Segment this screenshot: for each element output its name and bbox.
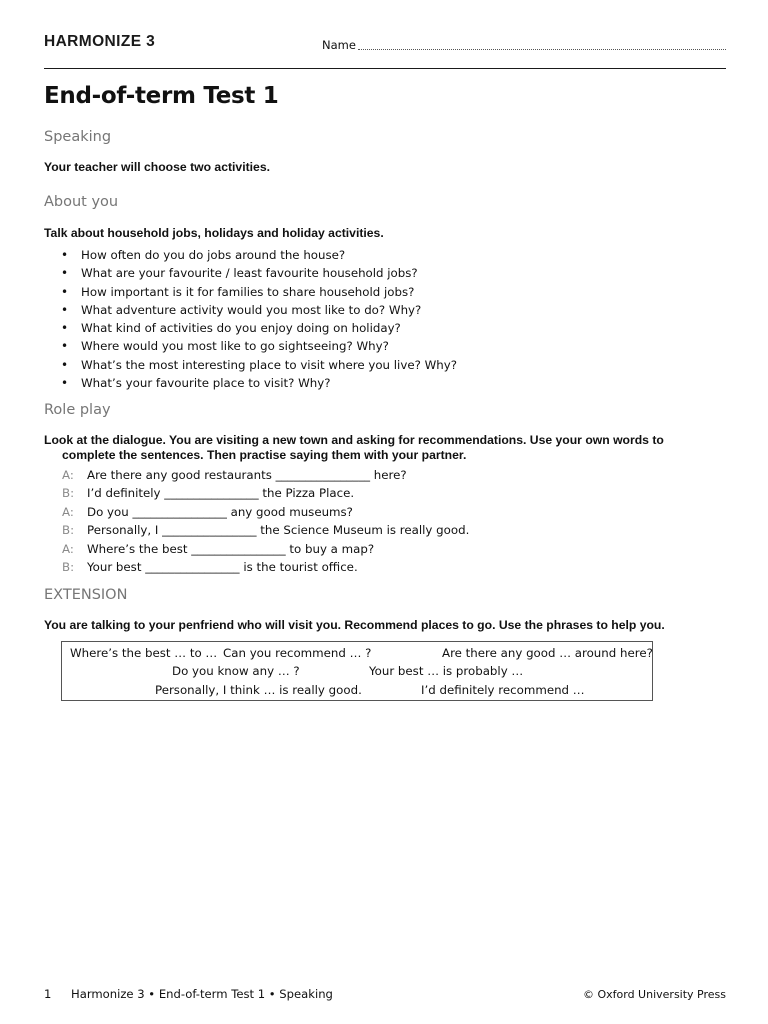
dialogue-list: [62, 466, 469, 576]
dialogue-line: [62, 521, 469, 539]
speaking-instruction: Your teacher will choose two activities.: [44, 160, 270, 174]
about-you-heading: About you: [44, 194, 119, 210]
role-play-instruction-line-2: complete the sentences. Then practise saying them with your partner.: [62, 447, 467, 462]
list-item: • What’s the most interesting place to visit where you live? Why?: [58, 356, 457, 374]
footer-left: [44, 987, 333, 1001]
speaker-label: B:: [62, 523, 75, 538]
dialogue-text: Personally, I ________________ the Science Museum is really good.: [87, 523, 470, 538]
list-item: • What adventure activity would you most like to do? Why?: [58, 301, 457, 319]
page-title: End-of-term Test 1: [44, 83, 279, 109]
role-play-instruction: [44, 433, 726, 462]
speaker-label: B:: [62, 559, 75, 574]
list-item: • Where would you most like to go sightseeing? Why?: [58, 337, 457, 355]
dialogue-line: [62, 540, 469, 558]
dialogue-line: [62, 466, 469, 484]
speaking-heading: Speaking: [44, 129, 112, 145]
speaker-label: A:: [62, 541, 74, 556]
list-item: • How important is it for families to share household jobs?: [58, 283, 457, 301]
page-number: 1: [44, 987, 52, 1001]
dialogue-line: [62, 484, 469, 502]
role-play-instruction-line-1: Look at the dialogue. You are visiting a new town and asking for recommendations. Use your own words to: [44, 433, 664, 447]
dialogue-line: [62, 558, 469, 576]
dialogue-text: I’d definitely ________________ the Pizza Place.: [87, 486, 355, 501]
role-play-heading: Role play: [44, 402, 111, 418]
phrase: Where’s the best … to …: [70, 646, 218, 660]
extension-heading: EXTENSION: [44, 587, 128, 603]
phrase-box: [61, 641, 653, 701]
dialogue-text: Where’s the best ________________ to buy a map?: [87, 541, 375, 556]
phrase: I’d definitely recommend …: [421, 683, 585, 697]
name-label: Name: [322, 38, 356, 52]
brand-logo: HARMONIZE 3: [44, 33, 156, 50]
dialogue-text: Are there any good restaurants ________________ here?: [87, 468, 407, 482]
extension-instruction: You are talking to your penfriend who will visit you. Recommend places to go. Use the phrases to help you.: [44, 618, 665, 632]
phrase: Your best … is probably …: [369, 664, 524, 678]
about-you-instruction: Talk about household jobs, holidays and holiday activities.: [44, 226, 384, 240]
phrase: Personally, I think … is really good.: [155, 683, 362, 697]
footer-title: Harmonize 3 • End-of-term Test 1 • Speaking: [71, 987, 333, 1001]
worksheet-page: [44, 0, 726, 1024]
header-divider: [44, 68, 726, 69]
bullet-icon: •: [61, 339, 69, 354]
phrase: Do you know any … ?: [172, 664, 300, 678]
list-item: • How often do you do jobs around the house?: [58, 246, 457, 264]
name-dotted-line: [358, 48, 726, 50]
dialogue-line: [62, 503, 469, 521]
dialogue-text: Do you ________________ any good museums?: [87, 504, 353, 519]
bullet-icon: •: [61, 266, 69, 281]
list-item: • What’s your favourite place to visit? Why?: [58, 374, 457, 392]
bullet-icon: •: [61, 284, 69, 299]
speaker-label: B:: [62, 486, 75, 501]
question-list: [58, 246, 457, 392]
speaker-label: A:: [62, 504, 74, 519]
list-item: • What kind of activities do you enjoy doing on holiday?: [58, 319, 457, 337]
phrase: Are there any good … around here?: [442, 646, 653, 660]
phrase: Can you recommend … ?: [223, 646, 372, 660]
bullet-icon: •: [61, 302, 69, 317]
bullet-icon: •: [61, 248, 69, 262]
bullet-icon: •: [61, 376, 69, 391]
dialogue-text: Your best ________________ is the tourist office.: [87, 559, 358, 574]
name-field: [322, 36, 726, 52]
copyright: © Oxford University Press: [582, 988, 726, 1001]
list-item: • What are your favourite / least favourite household jobs?: [58, 264, 457, 282]
speaker-label: A:: [62, 468, 74, 482]
bullet-icon: •: [61, 321, 69, 336]
bullet-icon: •: [61, 357, 69, 372]
